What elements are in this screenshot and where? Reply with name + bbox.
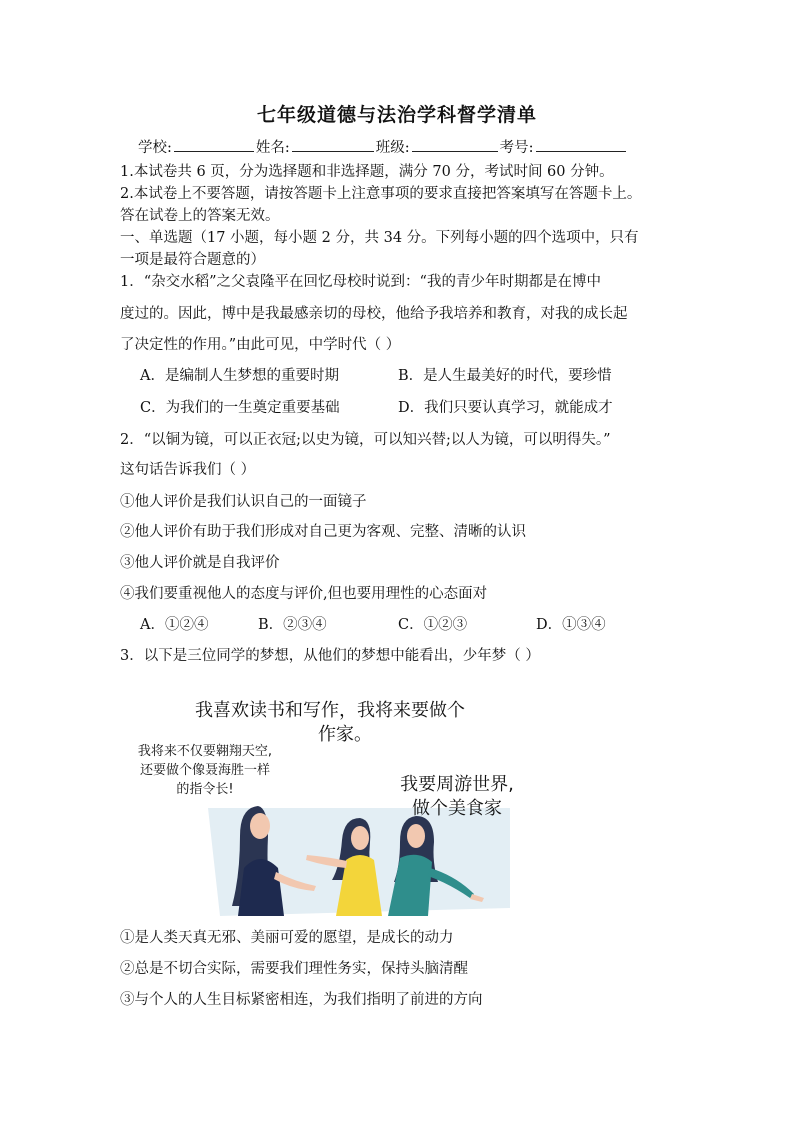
- q1-option-a[interactable]: A．是编制人生梦想的重要时期: [140, 368, 339, 384]
- q1-option-d[interactable]: D．我们只要认真学习，就能成才: [398, 400, 613, 416]
- exam-no-label: 考号:: [499, 140, 534, 156]
- travel-dream-line-2: 做个美食家: [412, 798, 502, 819]
- q1-option-c[interactable]: C．为我们的一生奠定重要基础: [140, 400, 340, 416]
- school-blank[interactable]: [174, 137, 254, 152]
- q3-statement-2: ②总是不切合实际，需要我们理性务实，保持头脑清醒: [120, 961, 468, 977]
- q3-stem-line-1: 3．以下是三位同学的梦想，从他们的梦想中能看出，少年梦（ ）: [120, 648, 540, 664]
- q3-statement-3: ③与个人的人生目标紧密相连，为我们指明了前进的方向: [120, 992, 483, 1008]
- q1-stem-line-2: 度过的。因此，博中是我最感亲切的母校，他给予我培养和教育，对我的成长起: [120, 306, 628, 322]
- travel-dream-line-1: 我要周游世界,: [400, 774, 514, 795]
- writer-dream-line-1: 我喜欢读书和写作，我将来要做个: [195, 700, 465, 721]
- section-heading-line-1: 一、单选题（17 小题，每小题 2 分，共 34 分。下列每小题的四个选项中，只有: [120, 230, 639, 246]
- q2-statement-1: ①他人评价是我们认识自己的一面镜子: [120, 494, 367, 510]
- dreams-illustration: [120, 688, 530, 916]
- q2-option-c[interactable]: C．①②③: [398, 617, 468, 633]
- instruction-line-1: 1.本试卷共 6 页，分为选择题和非选择题，满分 70 分，考试时间 60 分钟。: [120, 164, 614, 180]
- page-title: 七年级道德与法治学科督学清单: [256, 104, 537, 126]
- class-label: 班级:: [375, 140, 410, 156]
- school-label: 学校:: [138, 140, 172, 156]
- pilot-dream-line-1: 我将来不仅要翱翔天空,: [137, 744, 273, 759]
- name-blank[interactable]: [292, 137, 374, 152]
- name-label: 姓名:: [255, 140, 290, 156]
- exam-no-blank[interactable]: [536, 137, 626, 152]
- q2-option-b[interactable]: B．②③④: [258, 617, 327, 633]
- section-heading-line-2: 一项是最符合题意的）: [120, 252, 265, 268]
- class-blank[interactable]: [412, 137, 498, 152]
- q3-statement-1: ①是人类天真无邪、美丽可爱的愿望，是成长的动力: [120, 930, 454, 946]
- q2-statement-2: ②他人评价有助于我们形成对自己更为客观、完整、清晰的认识: [120, 524, 526, 540]
- q1-option-b[interactable]: B．是人生最美好的时代，要珍惜: [398, 368, 612, 384]
- q2-stem-line-2: 这句话告诉我们（ ）: [120, 462, 256, 478]
- writer-dream-line-2: 作家。: [318, 724, 372, 745]
- student-info-row: [138, 136, 628, 157]
- instruction-line-2: 2.本试卷上不要答题，请按答题卡上注意事项的要求直接把答案填写在答题卡上。: [120, 186, 642, 202]
- instruction-line-3: 答在试卷上的答案无效。: [120, 208, 280, 224]
- q1-stem-line-1: 1．“杂交水稻”之父袁隆平在回忆母校时说到：“我的青少年时期都是在博中: [120, 274, 601, 290]
- pilot-dream-line-2: 还要做个像聂海胜一样: [139, 763, 270, 778]
- q2-stem-line-1: 2．“以铜为镜，可以正衣冠;以史为镜，可以知兴替;以人为镜，可以明得失。”: [120, 432, 611, 448]
- q2-option-a[interactable]: A．①②④: [140, 617, 209, 633]
- q2-option-d[interactable]: D．①③④: [536, 617, 606, 633]
- pilot-dream-line-3: 的指令长!: [176, 782, 234, 797]
- q2-statement-4: ④我们要重视他人的态度与评价,但也要用理性的心态面对: [120, 586, 488, 602]
- q2-statement-3: ③他人评价就是自我评价: [120, 555, 280, 571]
- q1-stem-line-3: 了决定性的作用。”由此可见，中学时代（ ）: [120, 337, 401, 353]
